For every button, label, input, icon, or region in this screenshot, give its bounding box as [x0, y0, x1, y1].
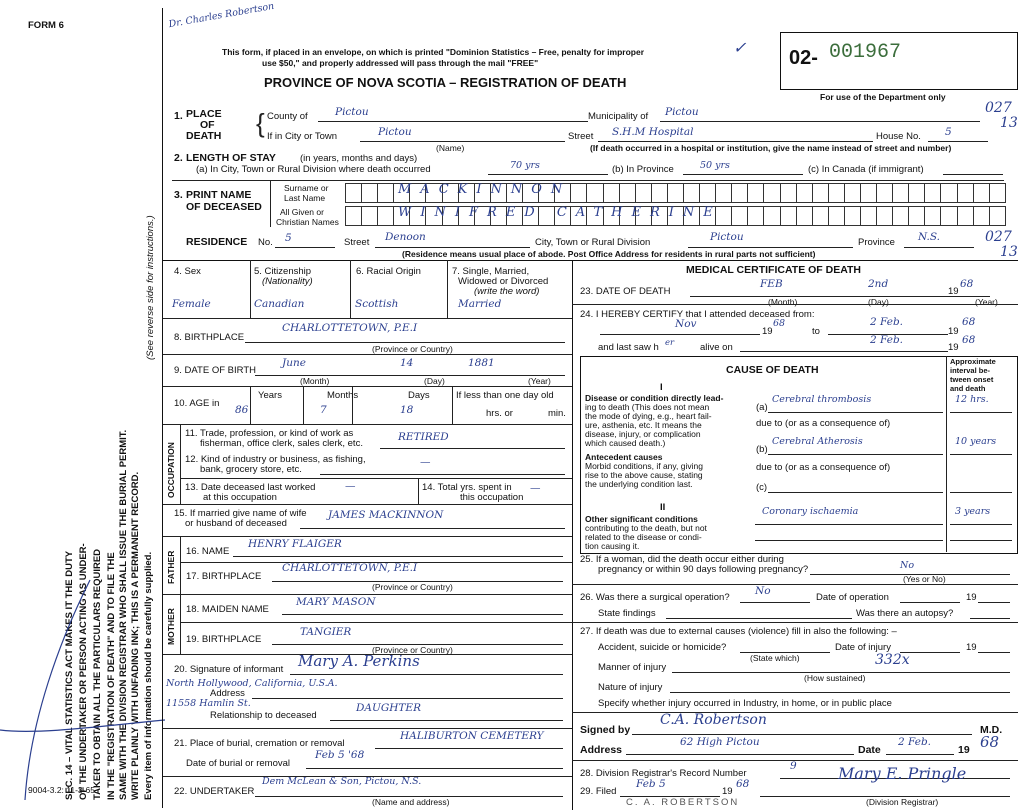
law-text-3: TAKER TO OBTAIN ALL THE PARTICULARS REQUIRED: [92, 548, 103, 800]
father-side-label: FATHER: [166, 550, 176, 584]
municipality-value: Pictou: [665, 106, 699, 118]
last-year-prefix: 19: [948, 342, 959, 353]
burial-place-label: 21. Place of burial, cremation or removal: [174, 738, 345, 749]
cause-a-value: Cerebral thrombosis: [772, 394, 872, 405]
to-label: to: [812, 326, 820, 337]
city-value: Pictou: [378, 126, 412, 138]
stamp-text: C. A. ROBERTSON: [626, 797, 740, 808]
given-label-2: Christian Names: [276, 217, 339, 227]
filed-year-prefix: 19: [722, 786, 733, 797]
residence-no: 5: [285, 232, 292, 244]
reg-prefix: 02-: [789, 47, 818, 69]
signed-address: 62 High Pictou: [680, 736, 760, 748]
sex-label: 4. Sex: [174, 266, 201, 277]
dob-year: 1881: [468, 357, 495, 369]
signed-year: 68: [980, 733, 1000, 751]
informant-addr-2: 11558 Hamlin St.: [166, 698, 251, 709]
residence-province: N.S.: [918, 231, 941, 243]
alive-on-label: alive on: [700, 342, 733, 353]
trade-value: RETIRED: [398, 431, 449, 443]
street-label: Street: [568, 131, 594, 142]
antecedent-1: Antecedent causes: [585, 452, 663, 462]
age-lt-label-2: hrs. or: [486, 408, 513, 419]
surgery-value: No: [755, 585, 771, 597]
surgery-label: 26. Was there a surgical operation?: [580, 592, 730, 603]
surname-label-2: Last Name: [284, 193, 326, 203]
place-label-2: OF: [200, 119, 215, 131]
injury-date-label: Date of injury: [835, 642, 891, 653]
spouse-value: JAMES MACKINNON: [328, 509, 444, 521]
surgery-date-label: Date of operation: [816, 592, 889, 603]
place-num: 1.: [174, 110, 183, 122]
undertaker-hint: (Name and address): [372, 797, 450, 807]
given-value: WINIFRED CATHERINE: [398, 205, 722, 220]
industry-value: —: [420, 456, 431, 468]
hospital-hint: (If death occurred in a hospital or institution, give the name instead of street and number): [590, 143, 952, 153]
father-bp: CHARLOTTETOWN, P.E.I: [282, 562, 418, 574]
specify-label: Specify whether injury occurred in Industry, in home, or in public place: [598, 698, 892, 709]
age-days: 18: [400, 404, 414, 416]
dod-year-prefix: 19: [948, 286, 959, 297]
age-days-label: Days: [408, 390, 430, 401]
occupation-side-label: OCCUPATION: [166, 442, 176, 498]
burial-place: HALIBURTON CEMETERY: [400, 730, 544, 742]
cause-a-interval: 12 hrs.: [955, 394, 989, 405]
external-code: 332x: [875, 652, 910, 668]
stay-c-label: (c) In Canada (if immigrant): [808, 164, 924, 175]
envelope-note-1: This form, if placed in an envelope, on which is printed "Dominion Statistics – Free, penalty for improper: [222, 47, 645, 57]
dob-month: June: [282, 357, 306, 369]
residence-city-label: City, Town or Rural Division: [535, 237, 651, 248]
last-saw-label: and last saw h: [598, 342, 659, 353]
form-number: FORM 6: [28, 20, 64, 31]
antecedent-2: Morbid conditions, if any, giving: [585, 461, 703, 471]
lastworked-label-2: at this occupation: [203, 492, 277, 503]
age-months: 7: [320, 404, 327, 416]
registrar-hint: (Division Registrar): [866, 797, 939, 807]
law-text-7: Every item of information should be carefully supplied.: [143, 551, 154, 800]
dob-day-hint: (Day): [424, 376, 445, 386]
manner-label: Manner of injury: [598, 662, 667, 673]
other-1: Other significant conditions: [585, 514, 698, 524]
birthplace-hint: (Province or Country): [372, 344, 453, 354]
registration-number-box: [780, 32, 1018, 90]
page-title: PROVINCE OF NOVA SCOTIA – REGISTRATION OF DEATH: [264, 75, 627, 90]
age-label: 10. AGE in: [174, 398, 220, 409]
medical-header: MEDICAL CERTIFICATE OF DEATH: [686, 264, 861, 276]
stay-num: 2.: [174, 152, 183, 164]
spouse-label-2: or husband of deceased: [185, 518, 287, 529]
direct-4: ure, asthenia, etc. It means the: [585, 420, 702, 430]
dueto-2: due to (or as a consequence of): [756, 462, 891, 473]
stay-b-value: 50 yrs: [700, 160, 730, 171]
state-which-hint: (State which): [750, 653, 800, 663]
marital-label-2: Widowed or Divorced: [458, 276, 549, 287]
city-label: If in City or Town: [267, 131, 338, 142]
attended-to: 2 Feb.: [870, 316, 904, 328]
findings-label: State findings: [598, 608, 656, 619]
age-lt-label-3: min.: [548, 408, 566, 419]
father-bp-hint: (Province or Country): [372, 582, 453, 592]
envelope-note-2: use $50," and properly addressed will pass through the mail "FREE": [262, 58, 539, 68]
dept-code-2: 13: [1000, 115, 1018, 131]
trade-label-2: fisherman, office clerk, sales clerk, etc.: [200, 438, 363, 449]
to-year: 68: [962, 316, 976, 328]
lastworked-value: —: [345, 480, 356, 492]
residence-street-label: Street: [344, 237, 370, 248]
birthplace-value: CHARLOTTETOWN, P.E.I: [282, 322, 418, 334]
age-years-label: Years: [258, 390, 282, 401]
attended-from: Nov: [675, 318, 697, 330]
racial-value: Scottish: [355, 298, 399, 310]
mother-name-label: 18. MAIDEN NAME: [186, 604, 269, 615]
direct-2: ing to death (This does not mean: [585, 402, 710, 412]
burial-date: Feb 5 '68: [315, 749, 365, 761]
dod-month: FEB: [760, 278, 783, 290]
stay-a-value: 70 yrs: [510, 160, 540, 171]
external-label: 27. If death was due to external causes (violence) fill in also the following: –: [580, 626, 897, 637]
filed-label: 29. Filed: [580, 786, 617, 797]
place-label-3: DEATH: [186, 130, 222, 142]
total-label-2: this occupation: [460, 492, 524, 503]
last-year: 68: [962, 334, 976, 346]
dod-month-hint: (Month): [768, 297, 798, 307]
city-name-hint: (Name): [436, 143, 465, 153]
dept-code-4: 13: [1000, 244, 1018, 260]
sex-value: Female: [172, 298, 211, 310]
law-text-2: OF THE UNDERTAKER OR PERSON ACTING AS UNDER-: [78, 543, 89, 800]
injury-year-prefix: 19: [966, 642, 977, 653]
how-sustained-hint: (How sustained): [804, 673, 866, 683]
filed-year: 68: [736, 778, 750, 790]
county-value: Pictou: [335, 106, 369, 118]
cause-header: CAUSE OF DEATH: [726, 364, 819, 376]
citizenship-sub: (Nationality): [262, 276, 313, 287]
antecedent-4: the underlying condition last.: [585, 479, 693, 489]
father-name-label: 16. NAME: [186, 546, 230, 557]
roman-ii: II: [660, 502, 666, 513]
dob-month-hint: (Month): [300, 376, 330, 386]
cause-b-interval: 10 years: [955, 436, 997, 447]
signed-label: Signed by: [580, 724, 631, 736]
house-label: House No.: [876, 131, 921, 142]
direct-1: Disease or condition directly lead-: [585, 393, 724, 403]
birthplace-label: 8. BIRTHPLACE: [174, 332, 245, 343]
nature-label: Nature of injury: [598, 682, 663, 693]
residence-street: Denoon: [385, 231, 426, 243]
marital-label-3: (write the word): [474, 286, 540, 297]
certify-label: 24. I HEREBY CERTIFY that I attended deceased from:: [580, 309, 815, 320]
law-text-6: WRITE PLAINLY WITH UNFADING INK; THIS IS A PERMANENT RECORD.: [130, 471, 141, 800]
residence-province-label: Province: [858, 237, 895, 248]
form-code: 9004-3.2: 11-3-65: [28, 785, 95, 795]
age-years: 86: [235, 404, 249, 416]
citizenship-value: Canadian: [254, 298, 305, 310]
interval-label-4: and death: [950, 384, 986, 393]
burial-date-label: Date of burial or removal: [186, 758, 291, 769]
accident-label: Accident, suicide or homicide?: [598, 642, 727, 653]
other-4: tion causing it.: [585, 541, 640, 551]
direct-5: disease, injury, or complication: [585, 429, 701, 439]
record-number: 9: [790, 760, 797, 772]
record-number-label: 28. Division Registrar's Record Number: [580, 768, 747, 779]
cause-b-value: Cerebral Atherosis: [772, 436, 863, 447]
from-year: 68: [773, 318, 786, 329]
dept-code-1: 027: [985, 100, 1012, 116]
cause-b-label: (b): [756, 444, 768, 455]
from-year-prefix: 19: [762, 326, 773, 337]
informant-addr-label: Address: [210, 688, 245, 699]
woman-value: No: [900, 560, 915, 571]
informant-rel: DAUGHTER: [356, 702, 421, 714]
county-label: County of: [267, 111, 308, 122]
undertaker-value: Dem McLean & Son, Pictou, N.S.: [262, 776, 422, 787]
house-value: 5: [945, 126, 952, 138]
municipality-label: Municipality of: [588, 111, 649, 122]
dept-use-label: For use of the Department only: [820, 92, 946, 102]
to-year-prefix: 19: [948, 326, 959, 337]
interval-label-3: tween onset: [950, 375, 994, 384]
informant-rel-label: Relationship to deceased: [210, 710, 317, 721]
print-name-label-1: PRINT NAME: [186, 189, 252, 201]
place-label-1: PLACE: [186, 108, 222, 120]
md-label: M.D.: [980, 724, 1003, 736]
mother-side-label: MOTHER: [166, 608, 176, 645]
father-bp-label: 17. BIRTHPLACE: [186, 571, 262, 582]
top-handwriting: Dr. Charles Robertson: [167, 0, 276, 31]
dod-year-hint: (Year): [975, 297, 998, 307]
industry-label-2: bank, grocery store, etc.: [200, 464, 302, 475]
trade-label-1: 11. Trade, profession, or kind of work as: [185, 428, 354, 439]
interval-label-2: interval be-: [950, 366, 991, 375]
other-value: Coronary ischaemia: [762, 506, 859, 517]
stay-b-label: (b) In Province: [612, 164, 674, 175]
dod-label: 23. DATE OF DEATH: [580, 286, 671, 297]
woman-label-2: pregnancy or within 90 days following pregnancy?: [598, 564, 809, 575]
cause-a-label: (a): [756, 402, 768, 413]
total-label-1: 14. Total yrs. spent in: [422, 482, 512, 493]
mother-bp-label: 19. BIRTHPLACE: [186, 634, 262, 645]
mother-name: MARY MASON: [296, 596, 376, 608]
lastworked-label-1: 13. Date deceased last worked: [185, 482, 316, 493]
residence-no-label: No.: [258, 237, 273, 248]
direct-3: the mode of dying, e.g., heart fail-: [585, 411, 712, 421]
law-text-8: (See reverse side for instructions.): [145, 215, 156, 360]
total-value: —: [530, 482, 541, 494]
dueto-1: due to (or as a consequence of): [756, 418, 891, 429]
residence-hint: (Residence means usual place of abode. Post Office Address for residents in rural parts not sufficient): [402, 249, 816, 259]
other-interval: 3 years: [955, 506, 991, 517]
dod-day: 2nd: [868, 278, 889, 290]
signed-value: C.A. Robertson: [660, 712, 767, 728]
age-lt-label-1: If less than one day old: [456, 390, 554, 401]
mother-bp: TANGIER: [300, 626, 352, 638]
residence-city: Pictou: [710, 231, 744, 243]
mother-bp-hint: (Province or Country): [372, 645, 453, 655]
spouse-label-1: 15. If married give name of wife: [174, 508, 307, 519]
other-2: contributing to the death, but not: [585, 523, 707, 533]
roman-i: I: [660, 382, 663, 393]
father-name: HENRY FLAIGER: [248, 538, 342, 550]
stay-label: LENGTH OF STAY: [186, 152, 276, 164]
informant-sig: Mary A. Perkins: [298, 652, 420, 670]
surgery-year-prefix: 19: [966, 592, 977, 603]
given-label-1: All Given or: [280, 207, 324, 217]
signed-address-label: Address: [580, 744, 623, 756]
law-text-4: IN THE "REGISTRATION OF DEATH" AND TO FILE THE: [106, 552, 117, 800]
signed-date: 2 Feb.: [898, 736, 932, 748]
antecedent-3: rise to the above cause, stating: [585, 470, 703, 480]
margin-pen-strokes: [0, 520, 170, 810]
print-name-label-2: OF DECEASED: [186, 201, 262, 213]
dod-year: 68: [960, 278, 974, 290]
signed-year-prefix: 19: [958, 744, 970, 756]
dept-code-3: 027: [985, 229, 1012, 245]
stay-a-label: (a) In City, Town or Rural Division where death occurred: [196, 164, 431, 175]
name-num: 3.: [174, 189, 183, 201]
citizenship-label: 5. Citizenship: [254, 266, 312, 277]
last-saw-her: er: [665, 338, 675, 348]
filed-value: Feb 5: [636, 778, 666, 790]
informant-sig-label: 20. Signature of informant: [174, 664, 284, 675]
marital-label-1: 7. Single, Married,: [452, 266, 530, 277]
informant-addr-1: North Hollywood, California, U.S.A.: [166, 678, 338, 689]
autopsy-label: Was there an autopsy?: [856, 608, 954, 619]
racial-label: 6. Racial Origin: [356, 266, 421, 277]
surname-value: MACKINNON: [398, 182, 572, 197]
woman-hint: (Yes or No): [903, 574, 946, 584]
undertaker-label: 22. UNDERTAKER: [174, 786, 255, 797]
cause-c-label: (c): [756, 482, 768, 493]
other-3: related to the disease or condi-: [585, 532, 702, 542]
interval-label-1: Approximate: [950, 357, 996, 366]
law-text-1: SEC. 14 – VITAL STATISTICS ACT MAKES IT THE DUTY: [64, 550, 75, 800]
law-text-5: SAME WITH THE DIVISION REGISTRAR WHO SHALL ISSUE THE BURIAL PERMIT.: [118, 429, 129, 800]
last-date: 2 Feb.: [870, 334, 904, 346]
reg-digits: 001967: [829, 41, 902, 64]
stay-hint: (in years, months and days): [300, 153, 418, 164]
woman-label-1: 25. If a woman, did the death occur either during: [580, 554, 784, 565]
registrar-signature: Mary E. Pringle: [838, 764, 967, 783]
direct-6: which caused death.): [585, 438, 666, 448]
industry-label-1: 12. Kind of industry or business, as fishing,: [185, 454, 366, 465]
checkmark: ✓: [733, 38, 747, 57]
marital-value: Married: [458, 298, 502, 310]
dod-day-hint: (Day): [868, 297, 889, 307]
street-value: S.H.M Hospital: [612, 126, 694, 138]
surname-label-1: Surname or: [284, 183, 329, 193]
signed-date-label: Date: [858, 744, 881, 756]
dob-year-hint: (Year): [528, 376, 551, 386]
age-months-label: Months: [327, 390, 359, 401]
dob-day: 14: [400, 357, 414, 369]
residence-label: RESIDENCE: [186, 236, 248, 248]
dob-label: 9. DATE OF BIRTH: [174, 365, 256, 376]
